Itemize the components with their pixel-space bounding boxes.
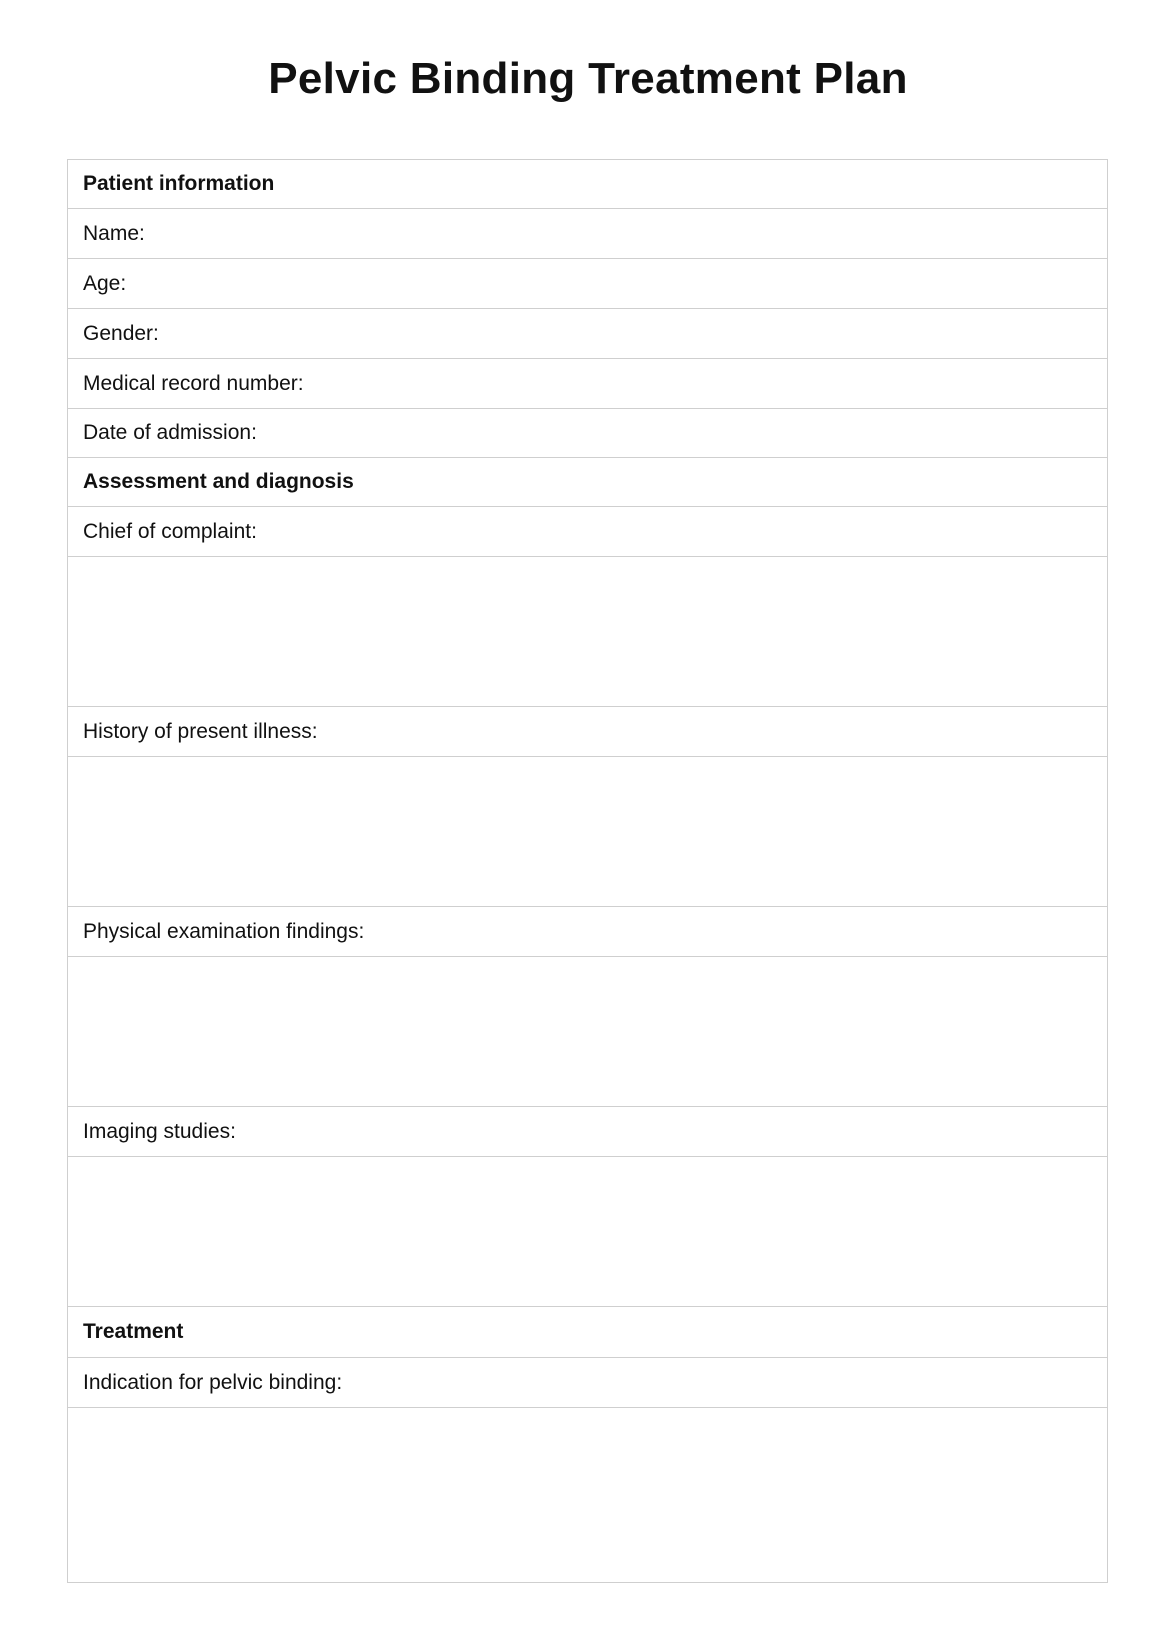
page-title: Pelvic Binding Treatment Plan <box>268 54 908 103</box>
medical-record-number-field[interactable]: Medical record number: <box>68 359 1107 409</box>
name-field[interactable]: Name: <box>68 209 1107 259</box>
imaging-studies-label: Imaging studies: <box>68 1107 1107 1157</box>
imaging-studies-input-area[interactable] <box>68 1157 1107 1307</box>
section-header-treatment: Treatment <box>68 1307 1107 1358</box>
date-of-admission-field[interactable]: Date of admission: <box>68 409 1107 458</box>
age-field[interactable]: Age: <box>68 259 1107 309</box>
chief-of-complaint-input-area[interactable] <box>68 557 1107 707</box>
physical-examination-findings-label: Physical examination findings: <box>68 907 1107 957</box>
section-header-patient-information: Patient information <box>68 160 1107 209</box>
physical-examination-findings-input-area[interactable] <box>68 957 1107 1107</box>
chief-of-complaint-label: Chief of complaint: <box>68 507 1107 557</box>
history-of-present-illness-input-area[interactable] <box>68 757 1107 907</box>
section-header-assessment-and-diagnosis: Assessment and diagnosis <box>68 458 1107 507</box>
history-of-present-illness-label: History of present illness: <box>68 707 1107 757</box>
indication-for-pelvic-binding-input-area[interactable] <box>68 1408 1107 1582</box>
gender-field[interactable]: Gender: <box>68 309 1107 359</box>
treatment-plan-form <box>67 159 1108 1583</box>
indication-for-pelvic-binding-label: Indication for pelvic binding: <box>68 1358 1107 1408</box>
